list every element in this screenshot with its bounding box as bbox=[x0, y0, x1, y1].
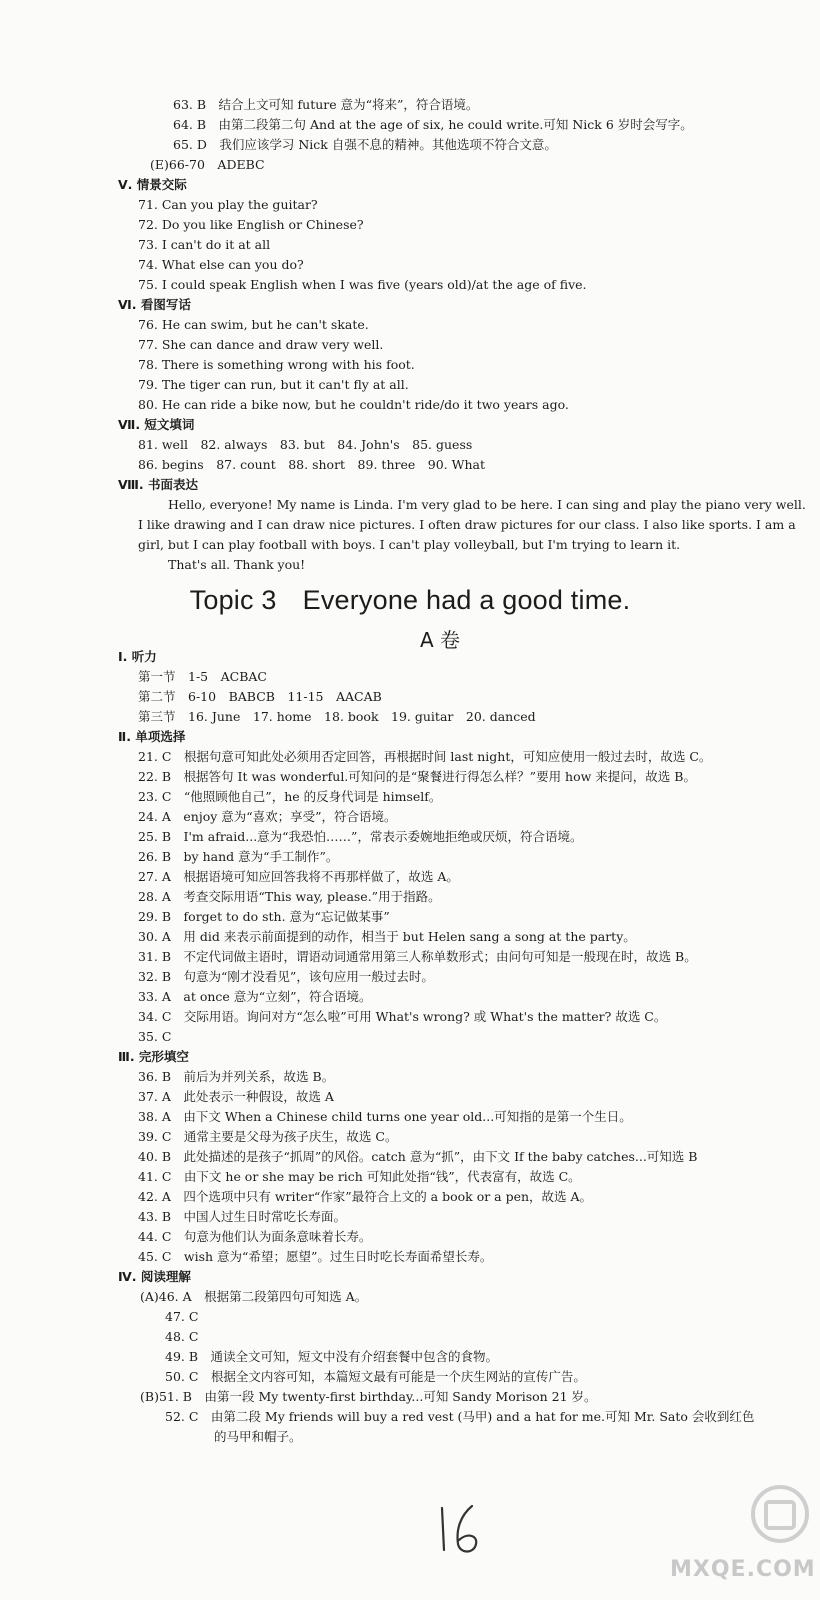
answer-line: (B)51. B 由第一段 My twenty-first birthday...可知 Sandy Morison 21 岁。 bbox=[140, 1389, 597, 1404]
answer-line: 32. B 句意为“刚才没看见”，该句应用一般过去时。 bbox=[138, 969, 434, 984]
answer-line: 33. A at once 意为“立刻”，符合语境。 bbox=[138, 989, 372, 1004]
answer-line: (E)66-70 ADEBC bbox=[150, 157, 265, 172]
answer-line: 22. B 根据答句 It was wonderful.可知问的是“聚餐进行得怎么样？”要用 how 来提问，故选 B。 bbox=[138, 769, 696, 784]
answer-line: 34. C 交际用语。询问对方“怎么啦”可用 What's wrong? 或 What's the matter? 故选 C。 bbox=[138, 1009, 667, 1024]
answer-line: 48. C bbox=[165, 1329, 199, 1344]
answer-line: 64. B 由第二段第二句 And at the age of six, he could write.可知 Nick 6 岁时会写字。 bbox=[173, 117, 693, 132]
handwritten-page-number bbox=[428, 1500, 488, 1560]
section-heading: Ⅶ. 短文填词 bbox=[118, 417, 195, 432]
answer-line: 28. A 考查交际用语“This way, please.”用于指路。 bbox=[138, 889, 441, 904]
answer-line: Hello, everyone! My name is Linda. I'm very glad to be here. I can sing and play the piano very well. bbox=[168, 497, 806, 512]
answer-line: 73. I can't do it at all bbox=[138, 237, 271, 252]
answer-line: 47. C bbox=[165, 1309, 199, 1324]
answer-line: 45. C wish 意为“希望；愿望”。过生日时吃长寿面希望长寿。 bbox=[138, 1249, 493, 1264]
section-heading: Ⅱ. 单项选择 bbox=[118, 729, 186, 744]
answer-line: 80. He can ride a bike now, but he couldn't ride/do it two years ago. bbox=[138, 397, 569, 412]
answer-line: 21. C 根据句意可知此处必须用否定回答，再根据时间 last night，可知应使用一般过去时，故选 C。 bbox=[138, 749, 712, 764]
answer-line: 41. C 由下文 he or she may be rich 可知此处指“钱”，代表富有，故选 C。 bbox=[138, 1169, 581, 1184]
topic-title: Everyone had a good time. bbox=[302, 585, 631, 615]
answer-line: 78. There is something wrong with his foot. bbox=[138, 357, 415, 372]
section-heading: Ⅷ. 书面表达 bbox=[118, 477, 199, 492]
paper-a-heading: A 卷 bbox=[419, 628, 461, 652]
answer-line: 第三节 16. June 17. home 18. book 19. guitar 20. danced bbox=[138, 709, 536, 724]
answer-line: 37. A 此处表示一种假设，故选 A bbox=[138, 1089, 334, 1104]
answer-line: That's all. Thank you! bbox=[168, 557, 306, 572]
answer-line: 50. C 根据全文内容可知，本篇短文最有可能是一个庆生网站的宣传广告。 bbox=[165, 1369, 586, 1384]
answer-line: 44. C 句意为他们认为面条意味着长寿。 bbox=[138, 1229, 372, 1244]
answer-line: 39. C 通常主要是父母为孩子庆生，故选 C。 bbox=[138, 1129, 398, 1144]
section-heading: Ⅳ. 阅读理解 bbox=[118, 1269, 191, 1284]
answer-line: 25. B I'm afraid...意为“我恐怕……”，常表示委婉地拒绝或厌烦，符合语境。 bbox=[138, 829, 583, 844]
answer-line: 27. A 根据语境可知应回答我将不再那样做了，故选 A。 bbox=[138, 869, 459, 884]
answer-line: I like drawing and I can draw nice pictures. I often draw pictures for our class. I also like sports. I am a bbox=[138, 517, 796, 532]
answer-line: 81. well 82. always 83. but 84. John's 85. guess bbox=[138, 437, 473, 452]
section-heading: Ⅲ. 完形填空 bbox=[118, 1049, 189, 1064]
answer-line: girl, but I can play football with boys. I can't play volleyball, but I'm trying to learn it. bbox=[138, 537, 681, 552]
answer-line: 的马甲和帽子。 bbox=[214, 1429, 302, 1444]
answer-line: 74. What else can you do? bbox=[138, 257, 304, 272]
answer-line: 49. B 通读全文可知，短文中没有介绍套餐中包含的食物。 bbox=[165, 1349, 499, 1364]
answer-line: (A)46. A 根据第二段第四句可知选 A。 bbox=[140, 1289, 368, 1304]
answer-line: 26. B by hand 意为“手工制作”。 bbox=[138, 849, 339, 864]
answer-line: 第一节 1-5 ACBAC bbox=[138, 669, 267, 684]
answer-line: 75. I could speak English when I was five (years old)/at the age of five. bbox=[138, 277, 587, 292]
answer-line: 79. The tiger can run, but it can't fly at all. bbox=[138, 377, 409, 392]
answer-stamp-icon bbox=[748, 1482, 812, 1546]
topic-heading bbox=[0, 585, 820, 616]
answer-line: 35. C bbox=[138, 1029, 172, 1044]
answer-line: 30. A 用 did 来表示前面提到的动作，相当于 but Helen sang a song at the party。 bbox=[138, 929, 636, 944]
answer-line: 42. A 四个选项中只有 writer“作家”最符合上文的 a book or a pen，故选 A。 bbox=[138, 1189, 593, 1204]
answer-line: 86. begins 87. count 88. short 89. three 90. What bbox=[138, 457, 485, 472]
answer-line: 第二节 6-10 BABCB 11-15 AACAB bbox=[138, 689, 382, 704]
section-heading: Ⅵ. 看图写话 bbox=[118, 297, 191, 312]
answer-line: 38. A 由下文 When a Chinese child turns one year old...可知指的是第一个生日。 bbox=[138, 1109, 632, 1124]
answer-line: 29. B forget to do sth. 意为“忘记做某事” bbox=[138, 909, 390, 924]
answer-line: 77. She can dance and draw very well. bbox=[138, 337, 384, 352]
answer-line: 63. B 结合上文可知 future 意为“将来”，符合语境。 bbox=[173, 97, 479, 112]
watermark-text: MXQE.COM bbox=[670, 1557, 816, 1582]
answer-line: 36. B 前后为并列关系，故选 B。 bbox=[138, 1069, 335, 1084]
answer-line: 40. B 此处描述的是孩子“抓周”的风俗。catch 意为“抓”，由下文 If the baby catches...可知选 B bbox=[138, 1149, 698, 1164]
answer-line: 24. A enjoy 意为“喜欢；享受”，符合语境。 bbox=[138, 809, 397, 824]
answer-line: 23. C “他照顾他自己”，he 的反身代词是 himself。 bbox=[138, 789, 442, 804]
answer-line: 76. He can swim, but he can't skate. bbox=[138, 317, 369, 332]
section-heading: Ⅴ. 情景交际 bbox=[118, 177, 187, 192]
section-heading: Ⅰ. 听力 bbox=[118, 649, 157, 664]
answer-line: 65. D 我们应该学习 Nick 自强不息的精神。其他选项不符合文意。 bbox=[173, 137, 557, 152]
answer-line: 52. C 由第二段 My friends will buy a red vest (马甲) and a hat for me.可知 Mr. Sato 会收到红色 bbox=[165, 1409, 755, 1424]
answer-line: 72. Do you like English or Chinese? bbox=[138, 217, 364, 232]
answer-line: 31. B 不定代词做主语时，谓语动词通常用第三人称单数形式；由问句可知是一般现在时，故选 B。 bbox=[138, 949, 697, 964]
answer-line: 71. Can you play the guitar? bbox=[138, 197, 318, 212]
topic-number: Topic 3 bbox=[189, 585, 277, 615]
answer-line: 43. B 中国人过生日时常吃长寿面。 bbox=[138, 1209, 347, 1224]
